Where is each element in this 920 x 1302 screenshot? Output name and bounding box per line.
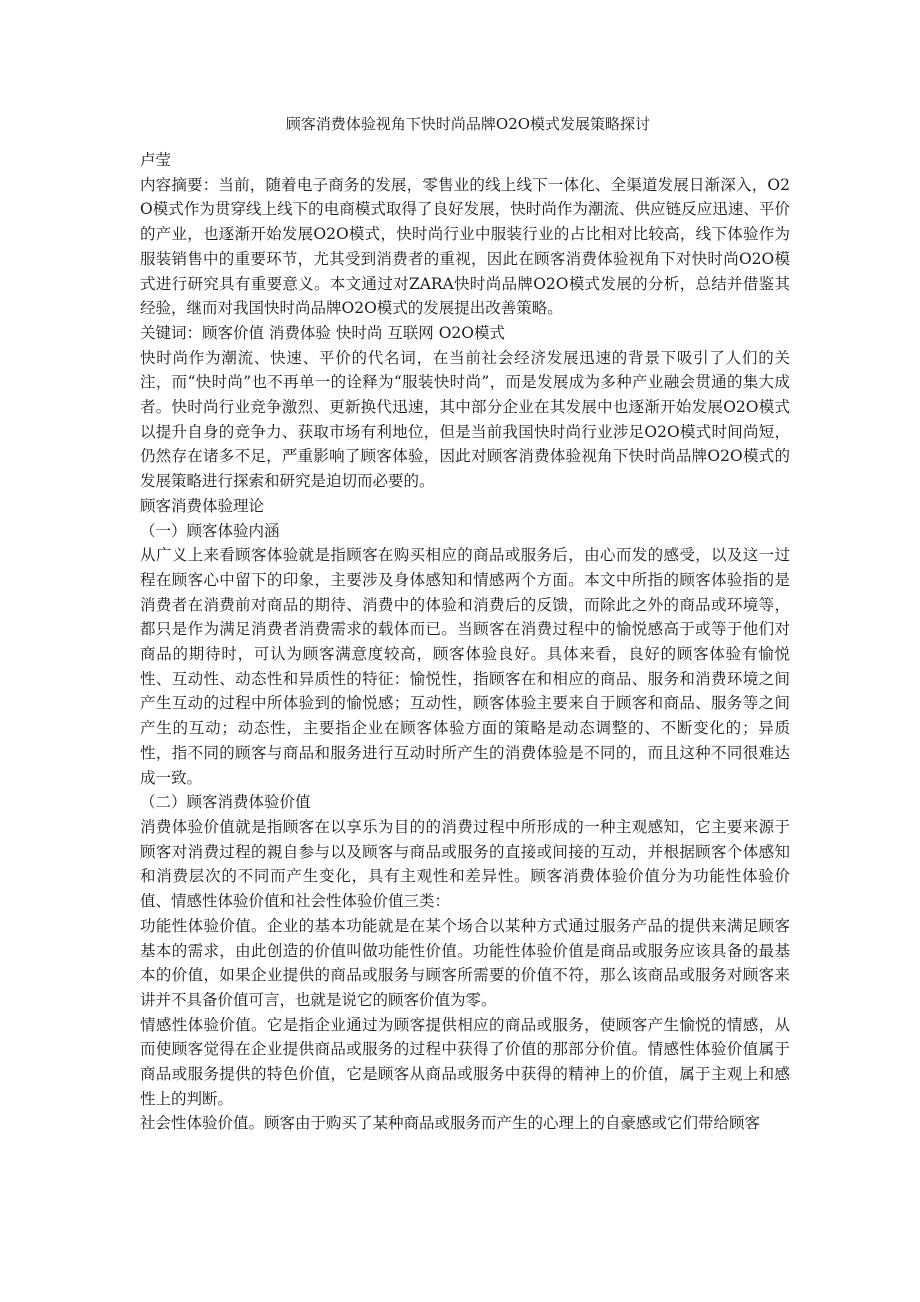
- document-page: [140, 112, 790, 1136]
- subsection-heading-1: （一）顾客体验内涵: [140, 521, 280, 540]
- emotional-value-paragraph: 情感性体验价值。它是指企业通过为顾客提供相应的商品或服务，使顾客产生愉悦的情感，从而使顾客觉得在企业提供商品或服务的过程中获得了价值的那部分价值。情感性体验价值属于商品或服务提供的特色价值，它是顾客从商品或服务中获得的精神上的价值，属于主观上和感性上的判断。: [140, 1015, 790, 1108]
- section-heading: 顾客消费体验理论: [140, 496, 265, 515]
- customer-experience-paragraph: 从广义上来看顾客体验就是指顾客在购买相应的商品或服务后，由心而发的感受，以及这一过程在顾客心中留下的印象，主要涉及身体感知和情感两个方面。本文中所指的顾客体验指的是消费者在消费前对商品的期待、消费中的体验和消费后的反馈，而除此之外的商品或环境等，都只是作为满足消费者消费需求的载体而已。当顾客在消费过程中的愉悦感高于或等于他们对商品的期待时，可认为顾客满意度较高，顾客体验良好。具体来看，良好的顾客体验有愉悦性、互动性、动态性和异质性的特征：愉悦性，指顾客在和相应的商品、服务和消费环境之间产生互动的过程中所体验到的愉悦感；互动性，顾客体验主要来自于顾客和商品、服务等之间产生的互动；动态性，主要指企业在顾客体验方面的策略是动态调整的、不断变化的；异质性，指不同的顾客与商品和服务进行互动时所产生的消费体验是不同的，而且这种不同很难达成一致。: [140, 546, 790, 787]
- author-name: 卢莹: [140, 151, 172, 169]
- experience-value-paragraph: 消费体验价值就是指顾客在以享乐为目的的消费过程中所形成的一种主观感知，它主要来源于顾客对消费过程的親自参与以及顾客与商品或服务的直接或间接的互动，并根据顾客个体感知和消费层次的不同而产生变化，具有主观性和差异性。顾客消费体验价值分为功能性体验价值、情感性体验价值和社会性体验价值三类：: [140, 817, 790, 911]
- abstract-paragraph: 内容摘要：当前，随着电子商务的发展，零售业的线上线下一体化、全渠道发展日渐深入，O2O模式作为贯穿线上线下的电商模式取得了良好发展，快时尚作为潮流、供应链反应迅速、平价的产业，也逐渐开始发展O2O模式，快时尚行业中服装行业的占比相对比较高，线下体验作为服装销售中的重要环节，尤其受到消费者的重视，因此在顾客消费体验视角下对快时尚O2O模式进行研究具有重要意义。本文通过对ZARA快时尚品牌O2O模式发展的分析，总结并借鉴其经验，继而对我国快时尚品牌O2O模式的发展提出改善策略。: [140, 175, 790, 318]
- intro-paragraph: 快时尚作为潮流、快速、平价的代名词，在当前社会经济发展迅速的背景下吸引了人们的关注，而“快时尚”也不再单一的诠释为“服装快时尚”，而是发展成为多种产业融会贯通的集大成者。快时尚行业竞争激烈、更新换代迅速，其中部分企业在其发展中也逐渐开始发展O2O模式以提升自身的竞争力、获取市场有利地位，但是当前我国快时尚行业涉足O2O模式时间尚短，仍然存在诸多不足，严重影响了顾客体验，因此对顾客消费体验视角下快时尚品牌O2O模式的发展策略进行探索和研究是迫切而必要的。: [140, 348, 790, 491]
- subsection-heading-2: （二）顾客消费体验价值: [140, 793, 311, 812]
- document-title: 顾客消费体验视角下快时尚品牌O2O模式发展策略探讨: [285, 115, 651, 133]
- functional-value-paragraph: 功能性体验价值。企业的基本功能就是在某个场合以某种方式通过服务产品的提供来满足顾客基本的需求，由此创造的价值叫做功能性价值。功能性体验价值是商品或服务应该具备的最基本的价值，如果企业提供的商品或服务与顾客所需要的价值不符，那么该商品或服务对顾客来讲并不具备价值可言，也就是说它的顾客价值为零。: [140, 916, 790, 1009]
- social-value-paragraph: 社会性体验价值。顾客由于购买了某种商品或服务而产生的心理上的自豪感或它们带给顾客: [140, 1114, 761, 1133]
- keywords-line: 关键词：顾客价值 消费体验 快时尚 互联网 O2O模式: [140, 323, 505, 342]
